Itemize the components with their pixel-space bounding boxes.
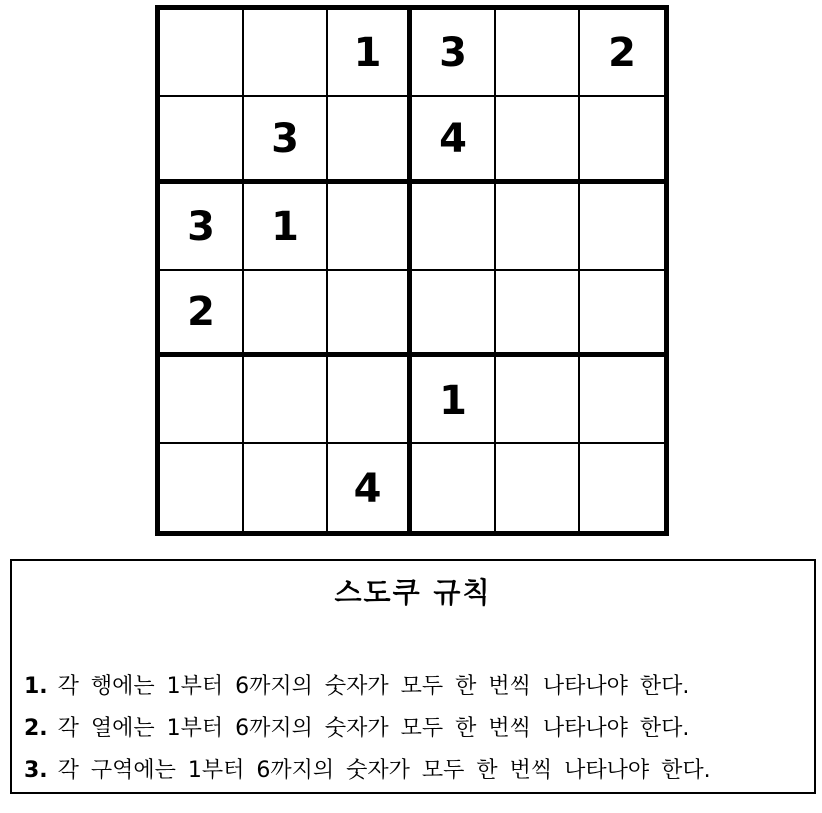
rules-title: 스도쿠 규칙 [334, 576, 492, 609]
sudoku-cell[interactable] [496, 184, 580, 271]
sudoku-cell[interactable] [328, 97, 412, 184]
sudoku-cell[interactable] [160, 444, 244, 531]
rule-text: 각 열에는 1부터 6까지의 숫자가 모두 한 번씩 나타나야 한다. [57, 716, 690, 741]
sudoku-cell: 3 [244, 97, 328, 184]
sudoku-cell[interactable] [496, 97, 580, 184]
sudoku-cell[interactable] [244, 444, 328, 531]
sudoku-cell[interactable] [328, 184, 412, 271]
sudoku-cell[interactable] [412, 444, 496, 531]
sudoku-cell: 1 [412, 357, 496, 444]
sudoku-cell[interactable] [412, 184, 496, 271]
sudoku-cell: 3 [412, 10, 496, 97]
rule-text: 각 행에는 1부터 6까지의 숫자가 모두 한 번씩 나타나야 한다. [57, 674, 690, 699]
rule-number: 2. [24, 716, 48, 741]
rule-number: 3. [24, 758, 48, 783]
sudoku-cell: 2 [160, 271, 244, 358]
sudoku-cell: 4 [328, 444, 412, 531]
sudoku-cell[interactable] [160, 97, 244, 184]
sudoku-cell[interactable] [496, 271, 580, 358]
rule-item [24, 753, 806, 795]
sudoku-cell[interactable] [580, 184, 664, 271]
sudoku-cell[interactable] [328, 357, 412, 444]
sudoku-cell: 3 [160, 184, 244, 271]
sudoku-cell[interactable] [244, 10, 328, 97]
rules-box [10, 559, 816, 794]
sudoku-cell[interactable] [328, 271, 412, 358]
rule-item [24, 711, 806, 753]
rule-item [24, 669, 806, 711]
sudoku-cell[interactable] [580, 357, 664, 444]
sudoku-cell[interactable] [244, 357, 328, 444]
sudoku-cell[interactable] [580, 444, 664, 531]
sudoku-cell[interactable] [160, 10, 244, 97]
rule-number: 1. [24, 674, 48, 699]
sudoku-cell: 4 [412, 97, 496, 184]
sudoku-cell[interactable] [496, 357, 580, 444]
rule-list [24, 669, 806, 795]
sudoku-cell: 2 [580, 10, 664, 97]
sudoku-cell[interactable] [160, 357, 244, 444]
rule-text: 각 구역에는 1부터 6까지의 숫자가 모두 한 번씩 나타나야 한다. [57, 758, 711, 783]
sudoku-cell[interactable] [496, 10, 580, 97]
sudoku-cell[interactable] [412, 271, 496, 358]
sudoku-cell[interactable] [580, 97, 664, 184]
sudoku-cell[interactable] [496, 444, 580, 531]
sudoku-cell: 1 [244, 184, 328, 271]
sudoku-cell: 1 [328, 10, 412, 97]
sudoku-cell[interactable] [580, 271, 664, 358]
sudoku-cell[interactable] [244, 271, 328, 358]
sudoku-board [155, 5, 669, 536]
